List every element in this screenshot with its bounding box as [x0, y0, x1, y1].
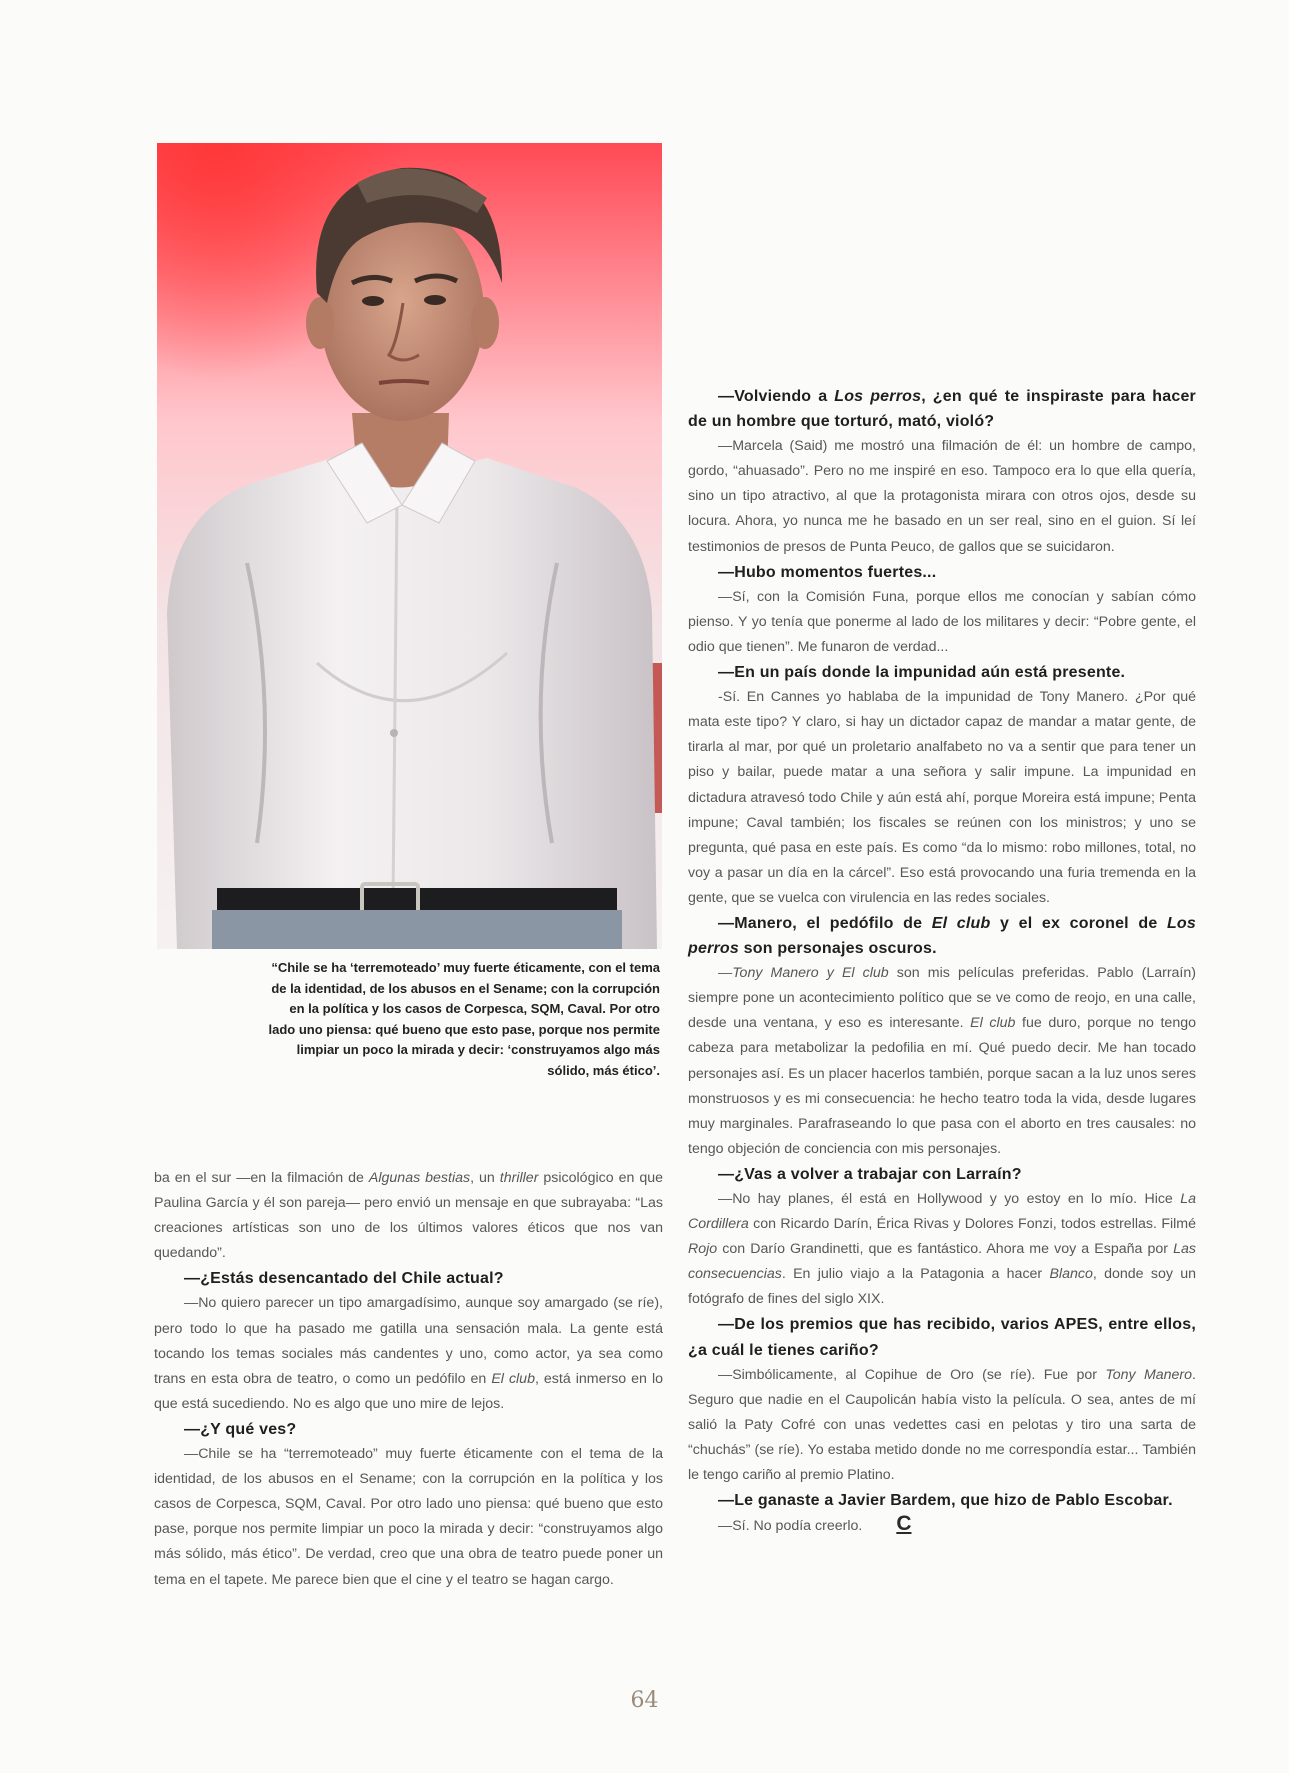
- interview-question: —Hubo momentos fuertes...: [718, 563, 937, 581]
- interview-answer: —Marcela (Said) me mostró una filmación de él: un hombre de campo, gordo, “ahuasado”. Pero no me inspiré en eso. Tampoco era lo que ella quería, sino un tipo atractivo, al que la protagonista mirara con otros ojos, desde su locura. Ahora, yo nunca me he basado en un ser real, sino en el guion. Sí leí testimonios de presos de Punta Peuco, de gallos que se suicidaron.: [688, 438, 1196, 555]
- interview-answer: —Tony Manero y El club son mis películas preferidas. Pablo (Larraín) siempre pone un acontecimiento político que se ve como de reojo, en una calle, desde una ventana, y eso es interesante. El club fue duro, porque no tengo cabeza para metabolizar la pedofilia en mí. Qué puedo decir. Me han tocado personajes así. Es un placer hacerlos también, porque sacan a la luz unos seres monstruosos y es mi consecuencia: he hecho teatro toda la vida, desde lugares muy marginales. Parafraseando lo que pasa con el aborto en tres causales: no tengo objeción de conciencia con mis personajes.: [688, 965, 1196, 1157]
- interview-question: —Le ganaste a Javier Bardem, que hizo de Pablo Escobar.: [718, 1492, 1173, 1510]
- paragraph: ba en el sur —en la filmación de Algunas bestias, un thriller psicológico en que Paulina García y él son pareja— pero envió un mensaje en que subrayaba: “Las creaciones artísticas son uno de los últimos valores éticos que nos van quedando”.: [154, 1170, 664, 1262]
- interview-answer: —Simbólicamente, al Copihue de Oro (se ríe). Fue por Tony Manero. Seguro que nadie en el Caupolicán había visto la película. O sea, antes de mí salió la Paty Cofré con unas vedettes casi en pelotas y tiro una sarta de “chuchás” (se ríe). Yo estaba metido donde no me correspondía estar... También le tengo cariño al premio Platino.: [688, 1366, 1196, 1484]
- interview-answer: —Sí. No podía creerlo. C: [718, 1512, 912, 1536]
- interview-question: —¿Vas a volver a trabajar con Larraín?: [718, 1165, 1022, 1183]
- portrait-photo: [157, 143, 662, 949]
- interview-answer: —Chile se ha “terremoteado” muy fuerte éticamente con el tema de la identidad, de los abusos en el Sename; con la corrupción en la política y los casos de Corpesca, SQM, Caval. Por otro lado uno piensa: qué bueno que esto pase, porque nos permite limpiar un poco la mirada y decir: “construyamos algo más sólido, más ético”. De verdad, creo que una obra de teatro puede poner un tema en el tapete. Me parece bien que el cine y el teatro se hagan cargo.: [154, 1446, 663, 1588]
- article-column-right: [688, 384, 1196, 1539]
- photo-caption: “Chile se ha ‘terremoteado’ muy fuerte éticamente, con el tema de la identidad, de los abusos en el Sename; con la corrupción en la política y los casos de Corpesca, SQM, Caval. Por otro lado uno piensa: qué bueno que esto pase, porque nos permite limpiar un poco la mirada y decir: ‘construyamos algo más sólido, más ético’.: [268, 960, 660, 1078]
- page-number: 64: [630, 1688, 659, 1713]
- interview-answer: -Sí. En Cannes yo hablaba de la impunidad de Tony Manero. ¿Por qué mata este tipo? Y claro, si hay un dictador capaz de mandar a matar gente, de tirarla al mar, por qué un proletario analfabeto no va a sentir que para tener un piso y bailar, puede matar a una señora y salir impune. La impunidad en dictadura atravesó todo Chile y aún está ahí, porque Moreira está impune; Penta impune; Caval también; los fiscales se reúnen con los ministros; y uno se pregunta, qué pasa en este país. Es como “da lo mismo: robo millones, total, no voy a pasar un día en la cárcel”. Eso está provocando una furia tremenda en la gente, que se vuelca con virulencia en las redes sociales.: [688, 689, 1196, 906]
- interview-question: —¿Estás desencantado del Chile actual?: [184, 1270, 504, 1288]
- end-mark-icon: C: [896, 1512, 912, 1536]
- interview-answer: —No quiero parecer un tipo amargadísimo, aunque soy amargado (se ríe), pero todo lo que ha pasado me gatilla una sensación mala. La gente está tocando los temas sociales más candentes y uno, como actor, ya sea como trans en esta obra de teatro, o como un pedófilo en El club, está inmerso en lo que está sucediendo. No es algo que uno mire de lejos.: [154, 1295, 663, 1412]
- interview-question: —¿Y qué ves?: [184, 1420, 297, 1438]
- interview-question: —Volviendo a Los perros, ¿en qué te inspiraste para hacer de un hombre que torturó, mató, violó?: [688, 388, 1196, 431]
- interview-question: —Manero, el pedófilo de El club y el ex coronel de Los perros son personajes oscuros.: [688, 914, 1196, 958]
- interview-answer: —Sí, con la Comisión Funa, porque ellos me conocían y sabían cómo pienso. Y yo tenía que ponerme al lado de los militares y decir: “Pobre gente, el odio que tienen”. Me funaron de verdad...: [688, 588, 1196, 655]
- article-column-left: [154, 1166, 663, 1593]
- interview-question: —De los premios que has recibido, varios APES, entre ellos, ¿a cuál le tienes cariño?: [688, 1316, 1196, 1359]
- interview-question: —En un país donde la impunidad aún está presente.: [718, 664, 1126, 682]
- portrait-illustration: [157, 143, 662, 949]
- interview-answer: —No hay planes, él está en Hollywood y yo estoy en lo mío. Hice La Cordillera con Ricardo Darín, Érica Rivas y Dolores Fonzi, todos estrellas. Filmé Rojo con Darío Grandinetti, que es fantástico. Ahora me voy a España por Las consecuencias. En julio viajo a la Patagonia a hacer Blanco, donde soy un fotógrafo de fines del siglo XIX.: [688, 1191, 1197, 1308]
